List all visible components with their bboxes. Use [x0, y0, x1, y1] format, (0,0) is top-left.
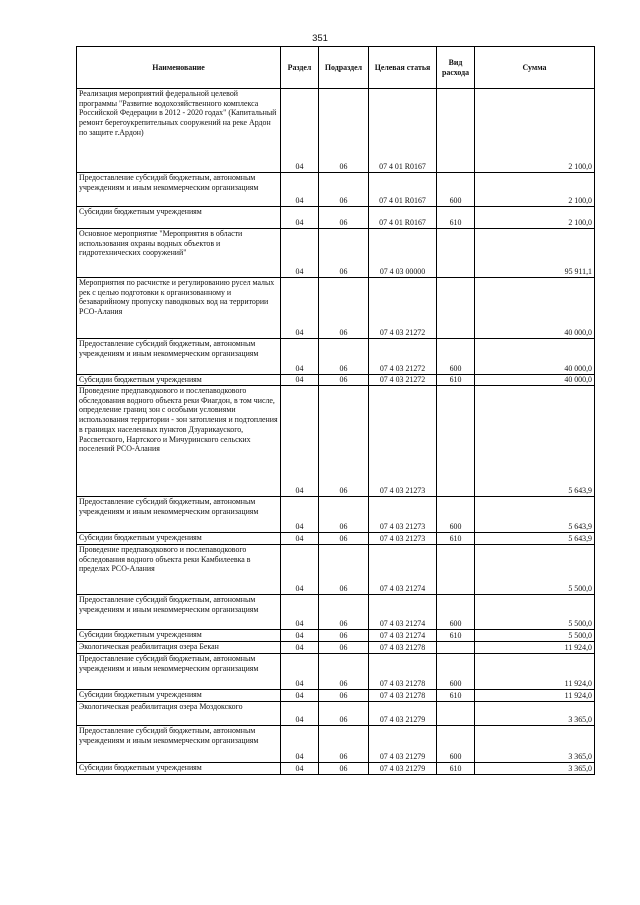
table-row: [77, 229, 595, 278]
cell-section: 04: [281, 690, 319, 702]
cell-name: Субсидии бюджетным учреждениям: [77, 533, 281, 545]
cell-subsection: 06: [319, 642, 369, 654]
cell-name: Субсидии бюджетным учреждениям: [77, 207, 281, 229]
cell-target: 07 4 03 21273: [369, 386, 437, 497]
cell-sum: 2 100,0: [475, 89, 595, 173]
cell-subsection: 06: [319, 545, 369, 595]
cell-section: 04: [281, 229, 319, 278]
cell-name: Предоставление субсидий бюджетным, автономным учреждениям и иным некоммерческим организациям: [77, 726, 281, 763]
cell-sum: 2 100,0: [475, 173, 595, 207]
cell-type: 610: [437, 690, 475, 702]
cell-section: 04: [281, 339, 319, 375]
header-target-article: Целевая статья: [369, 47, 437, 89]
cell-name: Предоставление субсидий бюджетным, автономным учреждениям и иным некоммерческим организациям: [77, 654, 281, 690]
cell-subsection: 06: [319, 533, 369, 545]
header-section: Раздел: [281, 47, 319, 89]
cell-sum: 5 643,9: [475, 386, 595, 497]
cell-target: 07 4 03 21279: [369, 702, 437, 726]
cell-target: 07 4 03 21273: [369, 533, 437, 545]
cell-section: 04: [281, 545, 319, 595]
cell-sum: 40 000,0: [475, 375, 595, 386]
cell-sum: 95 911,1: [475, 229, 595, 278]
cell-type: [437, 545, 475, 595]
cell-target: 07 4 03 21278: [369, 690, 437, 702]
cell-subsection: 06: [319, 595, 369, 630]
cell-type: [437, 386, 475, 497]
cell-sum: 3 365,0: [475, 726, 595, 763]
cell-type: [437, 278, 475, 339]
cell-sum: 40 000,0: [475, 339, 595, 375]
table-row: [77, 690, 595, 702]
cell-name: Проведение предпаводкового и послепаводкового обследования водного объекта реки Фиагдон, в том числе, определение границ зон с особыми условиями использования территории - зон затопления и подтопления в границах населенных пунктов Дзуарикауского, Рассветского, Нартского и Мичуринского сельских поселений РСО-Алания: [77, 386, 281, 497]
cell-subsection: 06: [319, 386, 369, 497]
cell-sum: 11 924,0: [475, 690, 595, 702]
table-row: [77, 207, 595, 229]
cell-type: 600: [437, 497, 475, 533]
cell-target: 07 4 01 R0167: [369, 173, 437, 207]
cell-subsection: 06: [319, 173, 369, 207]
cell-target: 07 4 03 21279: [369, 763, 437, 775]
cell-sum: 2 100,0: [475, 207, 595, 229]
table-row: [77, 642, 595, 654]
cell-section: 04: [281, 630, 319, 642]
cell-type: [437, 642, 475, 654]
cell-type: [437, 229, 475, 278]
cell-sum: 40 000,0: [475, 278, 595, 339]
cell-type: 610: [437, 375, 475, 386]
cell-subsection: 06: [319, 702, 369, 726]
header-expense-type: Вид расхода: [437, 47, 475, 89]
table-row: [77, 595, 595, 630]
cell-name: Предоставление субсидий бюджетным, автономным учреждениям и иным некоммерческим организациям: [77, 595, 281, 630]
cell-target: 07 4 03 21272: [369, 278, 437, 339]
cell-type: [437, 89, 475, 173]
cell-section: 04: [281, 89, 319, 173]
cell-section: 04: [281, 386, 319, 497]
cell-type: 610: [437, 763, 475, 775]
cell-name: Предоставление субсидий бюджетным, автономным учреждениям и иным некоммерческим организациям: [77, 497, 281, 533]
cell-section: 04: [281, 497, 319, 533]
cell-sum: 11 924,0: [475, 654, 595, 690]
cell-subsection: 06: [319, 497, 369, 533]
cell-type: 600: [437, 726, 475, 763]
cell-sum: 5 500,0: [475, 630, 595, 642]
cell-section: 04: [281, 642, 319, 654]
budget-table: [76, 46, 595, 775]
cell-section: 04: [281, 278, 319, 339]
cell-subsection: 06: [319, 726, 369, 763]
header-name: Наименование: [77, 47, 281, 89]
cell-sum: 3 365,0: [475, 702, 595, 726]
cell-section: 04: [281, 595, 319, 630]
page-number: 351: [312, 33, 328, 44]
cell-section: 04: [281, 207, 319, 229]
cell-target: 07 4 03 21274: [369, 630, 437, 642]
cell-type: 600: [437, 654, 475, 690]
cell-subsection: 06: [319, 763, 369, 775]
cell-section: 04: [281, 375, 319, 386]
table-row: [77, 375, 595, 386]
header-subsection: Подраздел: [319, 47, 369, 89]
cell-name: Мероприятия по расчистке и регулированию русел малых рек с целью подготовки к организованному и безаварийному пропуску паводковых вод на территории РСО-Алания: [77, 278, 281, 339]
table-row: [77, 654, 595, 690]
cell-name: Предоставление субсидий бюджетным, автономным учреждениям и иным некоммерческим организациям: [77, 173, 281, 207]
cell-target: 07 4 03 21274: [369, 595, 437, 630]
cell-sum: 5 500,0: [475, 595, 595, 630]
cell-subsection: 06: [319, 339, 369, 375]
cell-subsection: 06: [319, 630, 369, 642]
cell-target: 07 4 03 21278: [369, 642, 437, 654]
table-row: [77, 630, 595, 642]
table-row: [77, 726, 595, 763]
cell-type: 610: [437, 207, 475, 229]
cell-subsection: 06: [319, 89, 369, 173]
cell-name: Предоставление субсидий бюджетным, автономным учреждениям и иным некоммерческим организациям: [77, 339, 281, 375]
cell-type: 600: [437, 595, 475, 630]
cell-subsection: 06: [319, 690, 369, 702]
cell-target: 07 4 03 00000: [369, 229, 437, 278]
cell-section: 04: [281, 763, 319, 775]
cell-name: Экологическая реабилитация озера Бекан: [77, 642, 281, 654]
cell-type: 610: [437, 630, 475, 642]
cell-subsection: 06: [319, 207, 369, 229]
cell-sum: 11 924,0: [475, 642, 595, 654]
cell-name: Субсидии бюджетным учреждениям: [77, 763, 281, 775]
cell-target: 07 4 03 21272: [369, 339, 437, 375]
cell-type: 600: [437, 173, 475, 207]
cell-target: 07 4 01 R0167: [369, 207, 437, 229]
cell-section: 04: [281, 173, 319, 207]
cell-sum: 5 643,9: [475, 497, 595, 533]
cell-section: 04: [281, 702, 319, 726]
cell-sum: 5 643,9: [475, 533, 595, 545]
cell-section: 04: [281, 533, 319, 545]
table-row: [77, 533, 595, 545]
cell-name: Основное мероприятие "Мероприятия в области использования охраны водных объектов и гидротехнических сооружений": [77, 229, 281, 278]
cell-name: Субсидии бюджетным учреждениям: [77, 690, 281, 702]
cell-subsection: 06: [319, 278, 369, 339]
cell-sum: 3 365,0: [475, 763, 595, 775]
cell-target: 07 4 03 21272: [369, 375, 437, 386]
cell-target: 07 4 03 21273: [369, 497, 437, 533]
cell-name: Субсидии бюджетным учреждениям: [77, 375, 281, 386]
cell-target: 07 4 01 R0167: [369, 89, 437, 173]
cell-section: 04: [281, 654, 319, 690]
cell-target: 07 4 03 21278: [369, 654, 437, 690]
cell-name: Субсидии бюджетным учреждениям: [77, 630, 281, 642]
cell-type: [437, 702, 475, 726]
cell-subsection: 06: [319, 654, 369, 690]
cell-type: 600: [437, 339, 475, 375]
header-sum: Сумма: [475, 47, 595, 89]
table-row: [77, 545, 595, 595]
table-row: [77, 763, 595, 775]
cell-subsection: 06: [319, 375, 369, 386]
table-row: [77, 497, 595, 533]
cell-section: 04: [281, 726, 319, 763]
cell-sum: 5 500,0: [475, 545, 595, 595]
cell-target: 07 4 03 21274: [369, 545, 437, 595]
cell-target: 07 4 03 21279: [369, 726, 437, 763]
cell-type: 610: [437, 533, 475, 545]
table-row: [77, 702, 595, 726]
table-header-row: [77, 47, 595, 89]
cell-name: Реализация мероприятий федеральной целевой программы "Развитие водохозяйственного комплекса Российской Федерации в 2012 - 2020 годах" (Капитальный ремонт берегоукрепительных сооружений на реке Ардон по защите г.Ардон): [77, 89, 281, 173]
cell-name: Проведение предпаводкового и послепаводкового обследования водного объекта реки Камбилеевка в пределах РСО-Алания: [77, 545, 281, 595]
table-row: [77, 386, 595, 497]
table-row: [77, 89, 595, 173]
table-row: [77, 339, 595, 375]
cell-subsection: 06: [319, 229, 369, 278]
table-row: [77, 278, 595, 339]
cell-name: Экологическая реабилитация озера Моздокского: [77, 702, 281, 726]
table-row: [77, 173, 595, 207]
